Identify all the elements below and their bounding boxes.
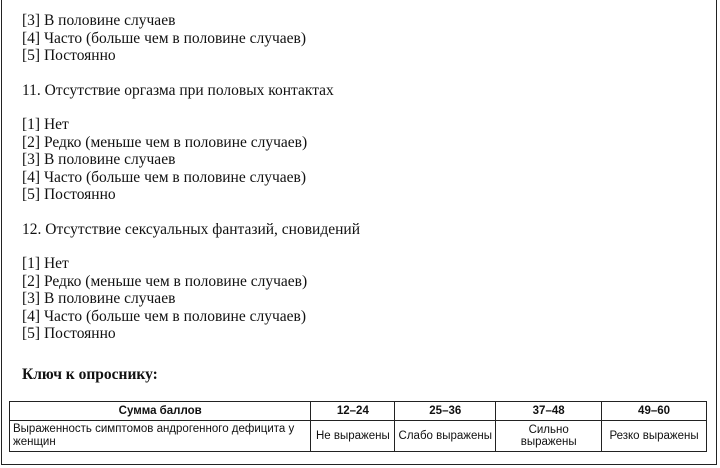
- table-cell: Резко выражены: [602, 421, 707, 452]
- option-5: [5] Постоянно: [22, 47, 116, 64]
- table-cell: Не выражены: [311, 421, 395, 452]
- score-key-table: [9, 401, 707, 452]
- q12-option-1: [1] Нет: [22, 255, 69, 272]
- key-heading: Ключ к опроснику:: [22, 366, 158, 383]
- table-header: 49–60: [602, 402, 707, 421]
- table-row: [10, 421, 707, 452]
- question-11-title: 11. Отсутствие оргазма при половых контактах: [22, 81, 334, 99]
- table-cell: Выраженность симптомов андрогенного дефицита у женщин: [10, 421, 311, 452]
- table-cell: Сильно выражены: [496, 421, 602, 452]
- option-3: [3] В половине случаев: [22, 12, 176, 29]
- option-4: [4] Часто (больше чем в половине случаев): [22, 29, 307, 47]
- table-header-row: [10, 402, 707, 421]
- q12-option-3: [3] В половине случаев: [22, 290, 176, 307]
- table-header: Сумма баллов: [10, 402, 311, 421]
- table-cell: Слабо выражены: [395, 421, 496, 452]
- question-12-title: 12. Отсутствие сексуальных фантазий, сновидений: [22, 220, 360, 238]
- table-header: 37–48: [496, 402, 602, 421]
- table-header: 25–36: [395, 402, 496, 421]
- questionnaire-text: [22, 12, 710, 343]
- q11-option-1: [1] Нет: [22, 116, 69, 133]
- q11-option-4: [4] Часто (больше чем в половине случаев): [22, 168, 307, 186]
- q11-option-5: [5] Постоянно: [22, 186, 116, 203]
- q12-option-4: [4] Часто (больше чем в половине случаев): [22, 307, 307, 325]
- q12-option-5: [5] Постоянно: [22, 325, 116, 342]
- q11-option-3: [3] В половине случаев: [22, 151, 176, 168]
- q12-option-2: [2] Редко (меньше чем в половине случаев): [22, 272, 308, 290]
- table-header: 12–24: [311, 402, 395, 421]
- q11-option-2: [2] Редко (меньше чем в половине случаев): [22, 133, 308, 151]
